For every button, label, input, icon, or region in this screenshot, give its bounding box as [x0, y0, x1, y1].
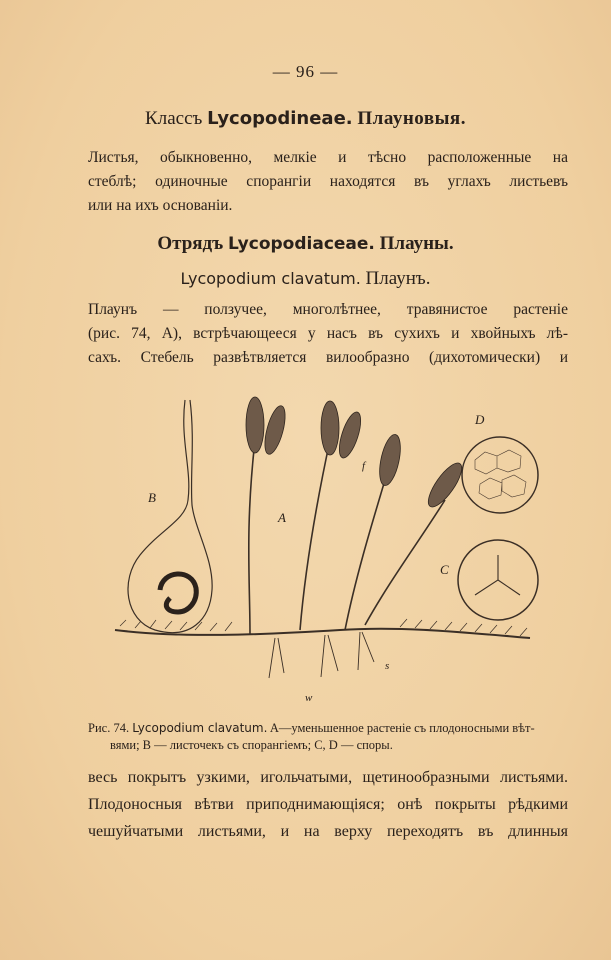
- continuation-line: Плодоносныя вѣтви приподнимающіяся; онѣ покрыты рѣдкими: [88, 796, 568, 813]
- figure-label-b: B: [148, 490, 156, 505]
- strobilus: [321, 401, 339, 455]
- spore-c-triradiate-mark: [475, 555, 520, 595]
- spore-d: [462, 437, 538, 513]
- strobilus: [335, 410, 365, 461]
- order-heading-russian: Плауны.: [379, 233, 454, 254]
- fertile-branch: [365, 500, 445, 625]
- sporangium-kidney: [160, 574, 196, 612]
- class-heading-latin: Lycopodineae.: [207, 108, 353, 129]
- spore-d-reticulum: [475, 450, 526, 499]
- caption-rest: A—уменьшенное растеніе съ плодоносными вѣт-: [269, 721, 535, 735]
- class-description-line: стеблѣ; одиночные спорангіи находятся въ углахъ листьевъ: [88, 173, 568, 190]
- class-description-line: или на ихъ основаніи.: [88, 197, 233, 214]
- continuation-text: [88, 764, 568, 845]
- class-description: [88, 146, 568, 218]
- class-heading: [0, 108, 611, 130]
- order-heading-prefix: Отрядъ: [157, 233, 224, 254]
- figure-label-s: s: [385, 660, 390, 672]
- figure-label-f: f: [362, 460, 366, 472]
- species-heading-russian: Плаунъ.: [365, 268, 431, 289]
- strobilus: [261, 404, 289, 456]
- figure-label-d: D: [475, 412, 485, 427]
- strobilus: [423, 459, 468, 512]
- page-number: — 96 —: [272, 62, 339, 81]
- caption-lead: Рис. 74.: [88, 721, 130, 735]
- strobilus: [246, 397, 264, 453]
- species-description-line: (рис. 74, А), встрѣчающееся у насъ въ сухихъ и хвойныхъ лѣ-: [88, 325, 568, 342]
- caption-latin: Lycopodium clavatum.: [132, 721, 268, 735]
- fertile-branch: [249, 440, 255, 635]
- order-heading: [0, 233, 611, 255]
- caption-line-2: вями; B — листочекъ съ спорангіемъ; C, D — споры.: [110, 738, 393, 752]
- class-heading-prefix: Классъ: [145, 108, 203, 129]
- strobilus: [376, 433, 404, 488]
- order-heading-latin: Lycopodiaceae.: [227, 234, 375, 254]
- figure-label-c: C: [440, 562, 449, 577]
- creeping-stem: [115, 629, 530, 638]
- figure-caption: [88, 720, 568, 754]
- caption-line-1: [88, 720, 568, 737]
- roots: [269, 632, 374, 678]
- species-description-line: Плаунъ — ползучее, многолѣтнее, травянистое растеніе: [88, 301, 568, 318]
- fertile-branch: [300, 440, 330, 630]
- species-description: [88, 298, 568, 370]
- continuation-line: весь покрытъ узкими, игольчатыми, щетинообразными листьями.: [88, 769, 568, 786]
- continuation-line: чешуйчатыми листьями, и на верху переходятъ въ длинныя: [88, 823, 568, 840]
- lycopodium-engraving: [100, 380, 580, 710]
- species-heading: [0, 268, 611, 290]
- species-description-line: сахъ. Стебель развѣтвляется вилообразно (дихотомически) и: [88, 349, 568, 366]
- figure-74-illustration: [100, 380, 580, 710]
- fertile-branch: [345, 480, 385, 630]
- sporangium-leaf-outline: [128, 400, 212, 633]
- figure-label-w: w: [305, 692, 313, 704]
- species-heading-latin: Lycopodium clavatum.: [180, 269, 361, 288]
- class-heading-russian: Плауновыя.: [357, 108, 466, 129]
- figure-label-a: A: [278, 510, 286, 525]
- class-description-line: Листья, обыкновенно, мелкіе и тѣсно расположенные на: [88, 149, 568, 166]
